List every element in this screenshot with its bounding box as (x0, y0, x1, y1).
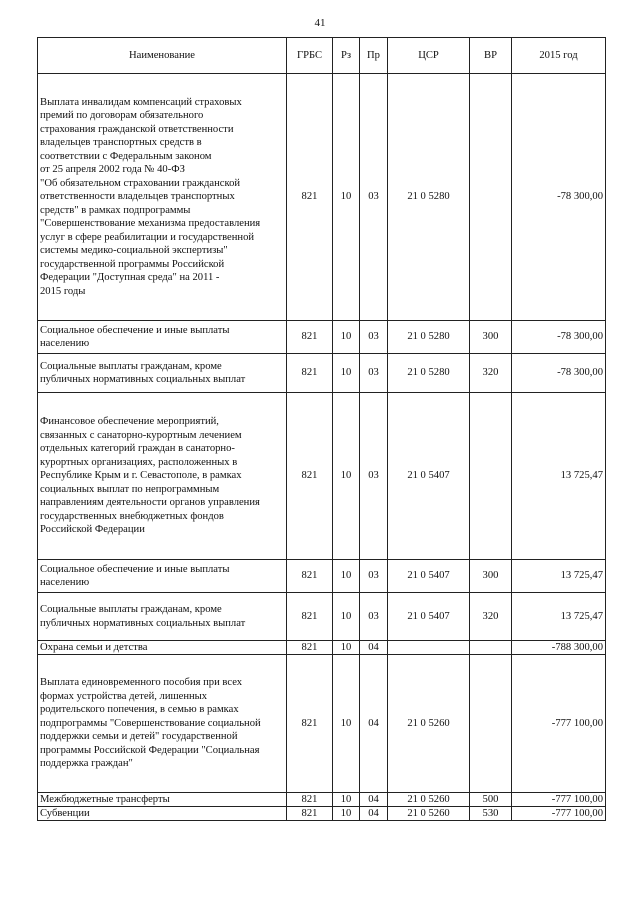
cell-rz: 10 (333, 807, 360, 821)
cell-rz: 10 (333, 321, 360, 354)
cell-vr: 300 (470, 321, 512, 354)
budget-table (37, 37, 606, 821)
table-row (38, 560, 606, 593)
cell-grbs: 821 (287, 807, 333, 821)
cell-rz: 10 (333, 354, 360, 393)
cell-pr: 03 (360, 321, 388, 354)
cell-vr: 500 (470, 793, 512, 807)
cell-name: Охрана семьи и детства (38, 641, 287, 655)
cell-grbs: 821 (287, 655, 333, 793)
header-rz: Рз (333, 38, 360, 74)
cell-csr: 21 0 5260 (388, 655, 470, 793)
cell-rz: 10 (333, 593, 360, 641)
cell-name: Социальное обеспечение и иные выплаты населению (38, 321, 287, 354)
cell-vr: 320 (470, 593, 512, 641)
cell-vr: 320 (470, 354, 512, 393)
cell-pr: 03 (360, 354, 388, 393)
cell-pr: 04 (360, 655, 388, 793)
cell-name: Выплата инвалидам компенсаций страховых премий по договорам обязательного страхования гражданской ответственности владельцев транспортных средств в соответствии с Федеральным законом от 25 апреля 2002 года № 40-ФЗ "Об обязательном страховании гражданской ответственности владельцев транспортных средств" в рамках подпрограммы "Совершенствование механизма предоставления услуг в сфере реабилитации и государственной системы медико-социальной экспертизы" государственной программы Российской Федерации "Доступная среда" на 2011 - 2015 годы (38, 74, 287, 321)
cell-amount: 13 725,47 (512, 560, 606, 593)
cell-amount: -777 100,00 (512, 807, 606, 821)
header-pr: Пр (360, 38, 388, 74)
table-row (38, 74, 606, 321)
cell-grbs: 821 (287, 593, 333, 641)
cell-name: Социальное обеспечение и иные выплаты населению (38, 560, 287, 593)
cell-pr: 03 (360, 393, 388, 560)
cell-csr: 21 0 5280 (388, 74, 470, 321)
cell-name: Социальные выплаты гражданам, кроме публичных нормативных социальных выплат (38, 354, 287, 393)
header-row (38, 38, 606, 74)
cell-csr: 21 0 5407 (388, 393, 470, 560)
cell-vr (470, 393, 512, 560)
cell-amount: -788 300,00 (512, 641, 606, 655)
cell-vr: 300 (470, 560, 512, 593)
cell-amount: -777 100,00 (512, 655, 606, 793)
cell-grbs: 821 (287, 354, 333, 393)
cell-pr: 03 (360, 74, 388, 321)
cell-name: Социальные выплаты гражданам, кроме публичных нормативных социальных выплат (38, 593, 287, 641)
header-name: Наименование (38, 38, 287, 74)
cell-csr: 21 0 5280 (388, 354, 470, 393)
table-row (38, 655, 606, 793)
cell-pr: 04 (360, 793, 388, 807)
cell-amount: -78 300,00 (512, 74, 606, 321)
cell-grbs: 821 (287, 641, 333, 655)
page-number: 41 (314, 17, 326, 29)
cell-vr (470, 641, 512, 655)
table-row (38, 354, 606, 393)
cell-rz: 10 (333, 641, 360, 655)
cell-name: Финансовое обеспечение мероприятий, связанных с санаторно-курортным лечением отдельных категорий граждан в санаторно- курортных организациях, расположенных в Республике Крым и г. Севастополе, в рамках социальных выплат по непрограммным направлениям деятельности органов управления государственных внебюджетных фондов Российской Федерации (38, 393, 287, 560)
cell-name: Межбюджетные трансферты (38, 793, 287, 807)
table-row (38, 641, 606, 655)
cell-vr: 530 (470, 807, 512, 821)
table-row (38, 793, 606, 807)
cell-name: Субвенции (38, 807, 287, 821)
cell-rz: 10 (333, 393, 360, 560)
cell-amount: 13 725,47 (512, 593, 606, 641)
cell-csr: 21 0 5260 (388, 807, 470, 821)
cell-rz: 10 (333, 655, 360, 793)
cell-pr: 04 (360, 641, 388, 655)
table-row (38, 593, 606, 641)
cell-amount: -78 300,00 (512, 354, 606, 393)
header-csr: ЦСР (388, 38, 470, 74)
cell-csr: 21 0 5407 (388, 560, 470, 593)
cell-csr: 21 0 5280 (388, 321, 470, 354)
header-vr: ВР (470, 38, 512, 74)
cell-grbs: 821 (287, 74, 333, 321)
cell-vr (470, 74, 512, 321)
cell-csr: 21 0 5407 (388, 593, 470, 641)
cell-pr: 04 (360, 807, 388, 821)
cell-grbs: 821 (287, 393, 333, 560)
cell-rz: 10 (333, 793, 360, 807)
cell-csr (388, 641, 470, 655)
cell-grbs: 821 (287, 560, 333, 593)
cell-name: Выплата единовременного пособия при всех формах устройства детей, лишенных родительского попечения, в семью в рамках подпрограммы "Совершенствование социальной поддержки семьи и детей" государственной программы Российской Федерации "Социальная поддержка граждан" (38, 655, 287, 793)
cell-amount: -78 300,00 (512, 321, 606, 354)
header-year: 2015 год (512, 38, 606, 74)
cell-rz: 10 (333, 74, 360, 321)
table-row (38, 807, 606, 821)
cell-amount: 13 725,47 (512, 393, 606, 560)
cell-vr (470, 655, 512, 793)
cell-csr: 21 0 5260 (388, 793, 470, 807)
cell-grbs: 821 (287, 321, 333, 354)
table-row (38, 393, 606, 560)
cell-grbs: 821 (287, 793, 333, 807)
cell-amount: -777 100,00 (512, 793, 606, 807)
header-grbs: ГРБС (287, 38, 333, 74)
table-row (38, 321, 606, 354)
cell-pr: 03 (360, 593, 388, 641)
cell-pr: 03 (360, 560, 388, 593)
cell-rz: 10 (333, 560, 360, 593)
